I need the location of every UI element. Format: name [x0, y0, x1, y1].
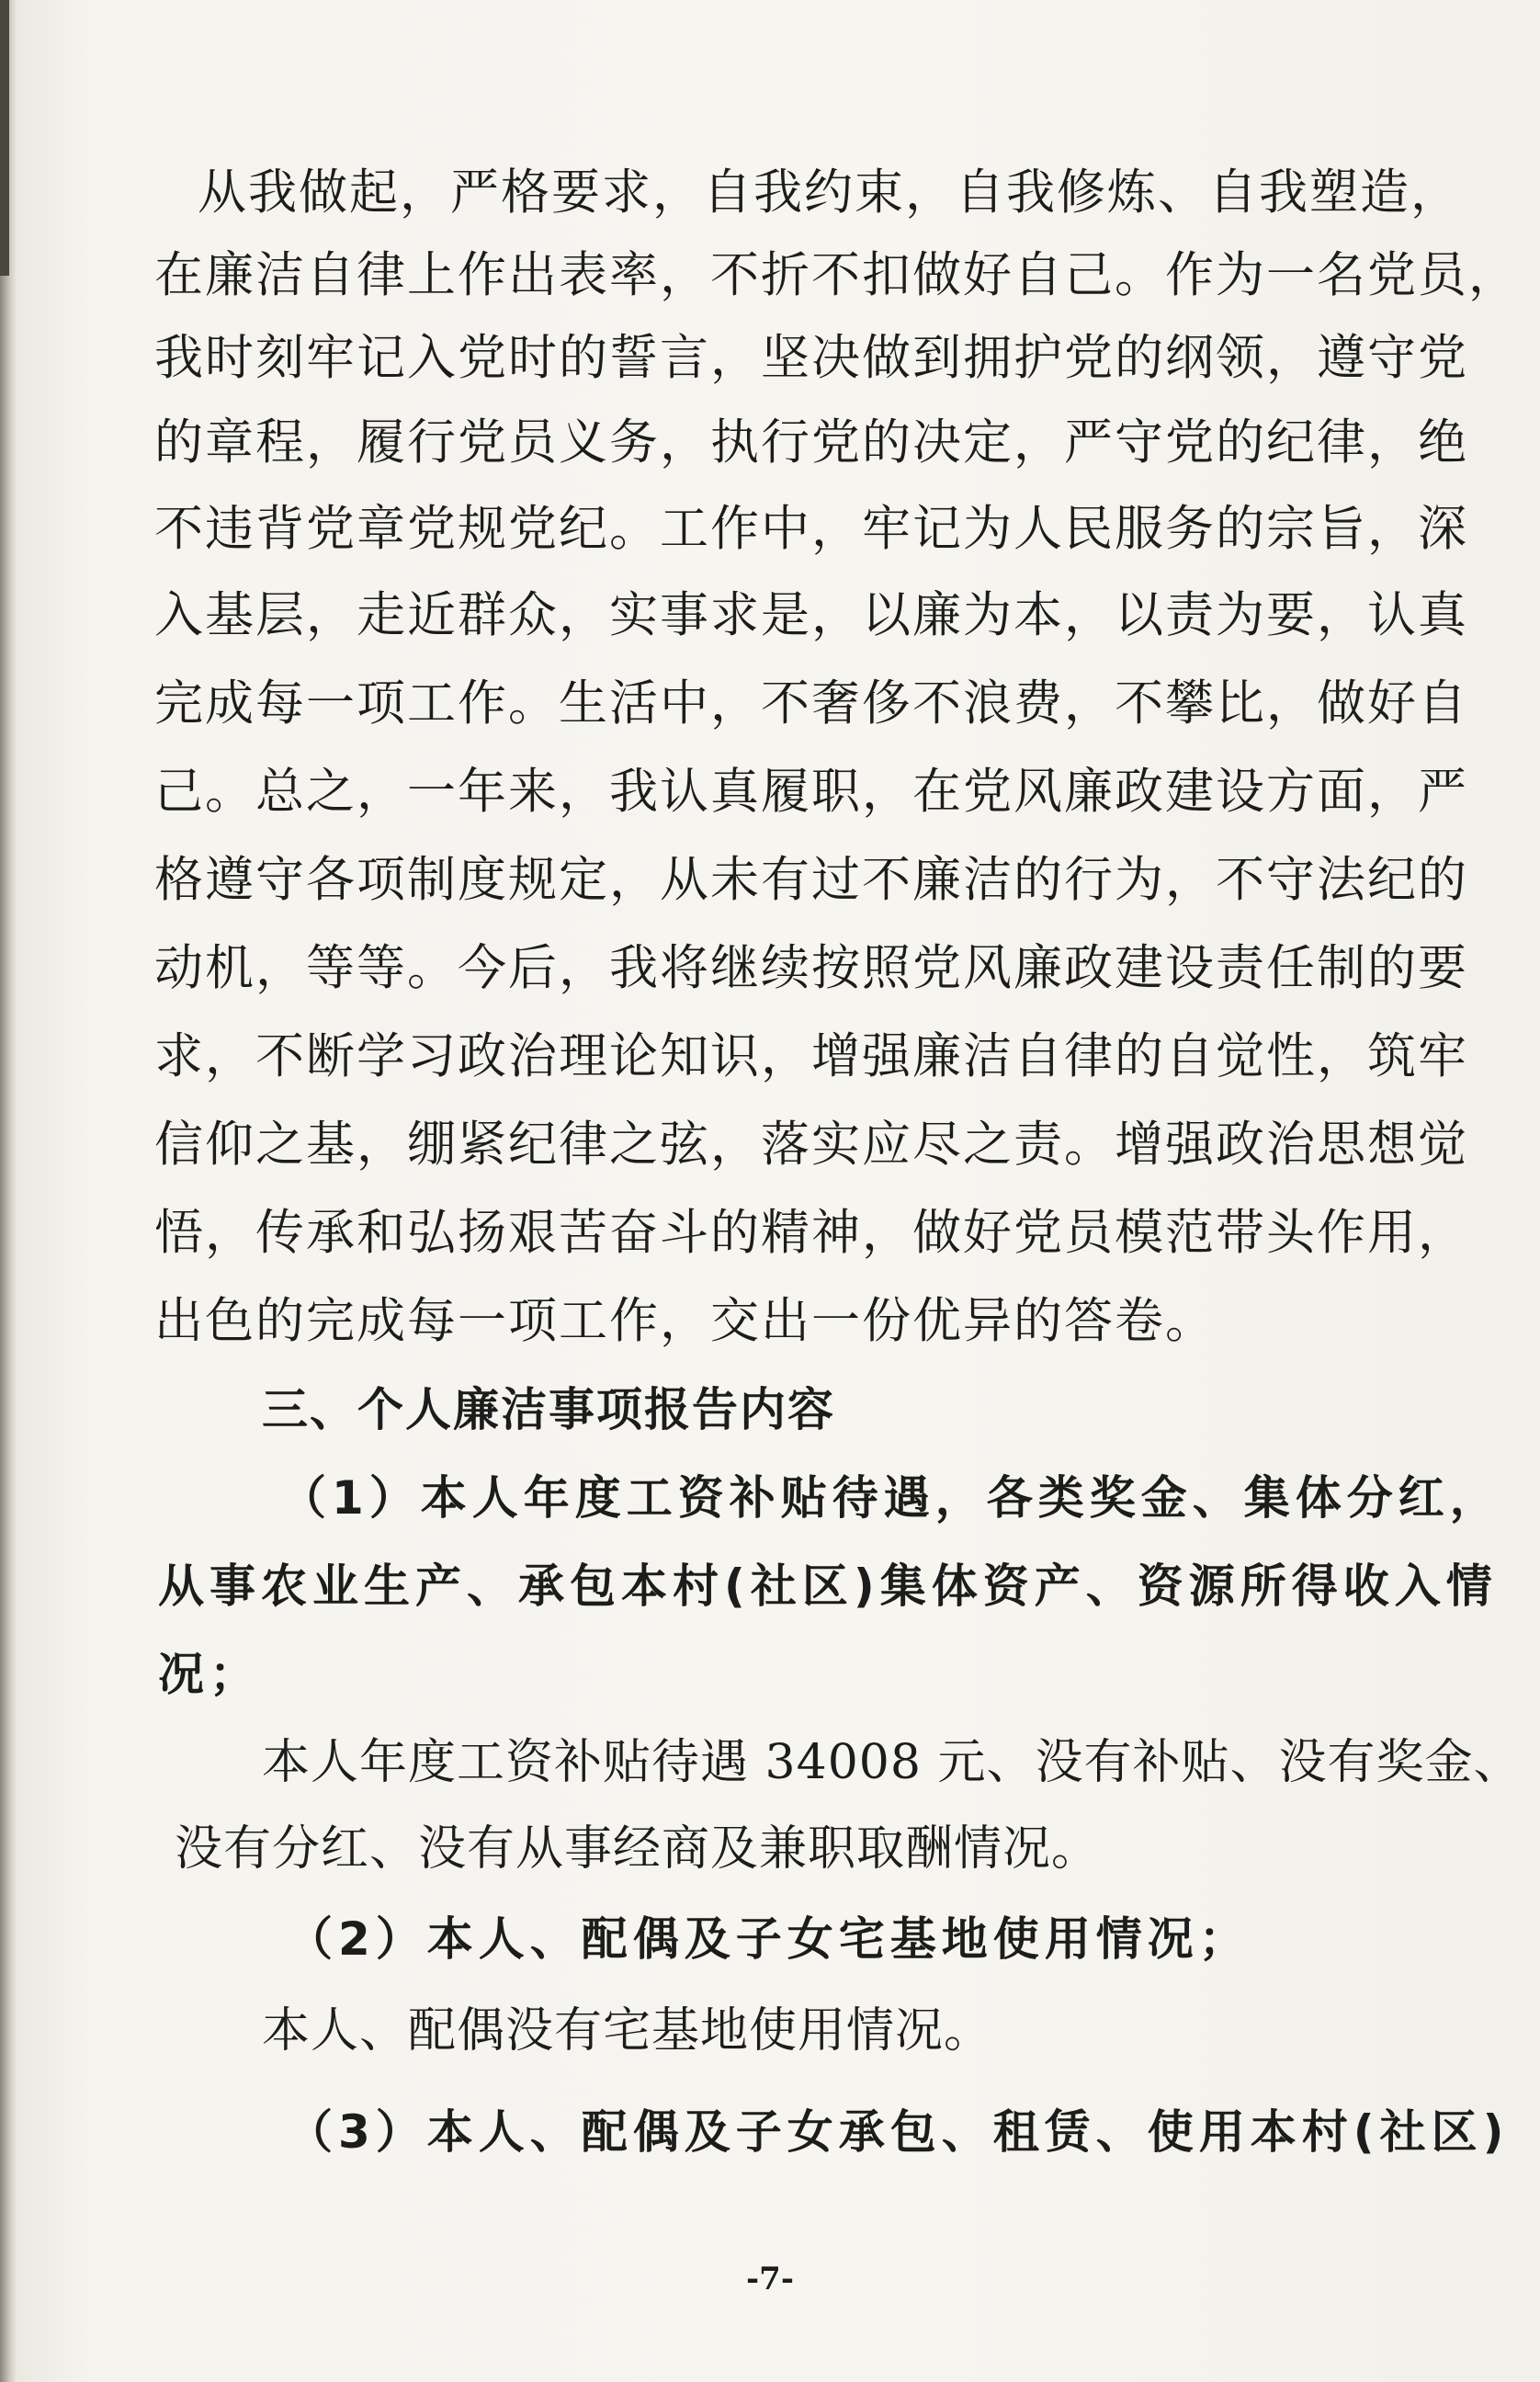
- page-number: -7-: [746, 2261, 794, 2297]
- scan-edge-shadow: [0, 0, 17, 2382]
- item-3-title: （3）本人、配偶及子女承包、租赁、使用本村(社区): [287, 2105, 1510, 2159]
- item-2-body: 本人、配偶没有宅基地使用情况。: [262, 2003, 993, 2059]
- item-1-title-line: 况；: [158, 1648, 261, 1701]
- paragraph-line: 悟，传承和弘扬艰苦奋斗的精神，做好党员模范带头作用，: [154, 1205, 1468, 1261]
- paragraph-line: 在廉洁自律上作出表率，不折不扣做好自己。作为一名党员，: [154, 247, 1519, 303]
- paragraph-line: 求，不断学习政治理论知识，增强廉洁自律的自觉性，筑牢: [154, 1028, 1468, 1084]
- paragraph-line: 信仰之基，绷紧纪律之弦，落实应尽之责。增强政治思想觉: [154, 1117, 1468, 1173]
- paragraph-line: 的章程，履行党员义务，执行党的决定，严守党的纪律，绝: [154, 414, 1468, 471]
- item-1-body-line: 本人年度工资补贴待遇 34008 元、没有补贴、没有奖金、: [262, 1735, 1523, 1790]
- paragraph-line: 入基层，走近群众，实事求是，以廉为本，以责为要，认真: [154, 587, 1468, 643]
- scan-binding-mark: [0, 0, 9, 276]
- paragraph-line: 动机，等等。今后，我将继续按照党风廉政建设责任制的要: [154, 940, 1468, 996]
- paragraph-line: 我时刻牢记入党时的誓言，坚决做到拥护党的纲领，遵守党: [154, 330, 1468, 386]
- paragraph-line: 不违背党章党规党纪。工作中，牢记为人民服务的宗旨，深: [154, 501, 1468, 557]
- item-1-body-line: 没有分红、没有从事经商及兼职取酬情况。: [175, 1821, 1101, 1877]
- paragraph-line: 完成每一项工作。生活中，不奢侈不浪费，不攀比，做好自: [154, 675, 1468, 732]
- paragraph-line: 出色的完成每一项工作，交出一份优异的答卷。: [154, 1293, 1216, 1349]
- item-2-title: （2）本人、配偶及子女宅基地使用情况；: [287, 1912, 1251, 1966]
- item-1-title-line: （1）本人年度工资补贴待遇，各类奖金、集体分红，: [280, 1471, 1501, 1525]
- item-1-title-line: 从事农业生产、承包本村(社区)集体资产、资源所得收入情: [158, 1560, 1498, 1613]
- section-heading: 三、个人廉洁事项报告内容: [262, 1383, 835, 1436]
- paragraph-line: 己。总之，一年来，我认真履职，在党风廉政建设方面，严: [154, 764, 1468, 820]
- paragraph-line: 从我做起，严格要求，自我约束，自我修炼、自我塑造，: [198, 164, 1461, 221]
- paragraph-line: 格遵守各项制度规定，从未有过不廉洁的行为，不守法纪的: [154, 852, 1468, 908]
